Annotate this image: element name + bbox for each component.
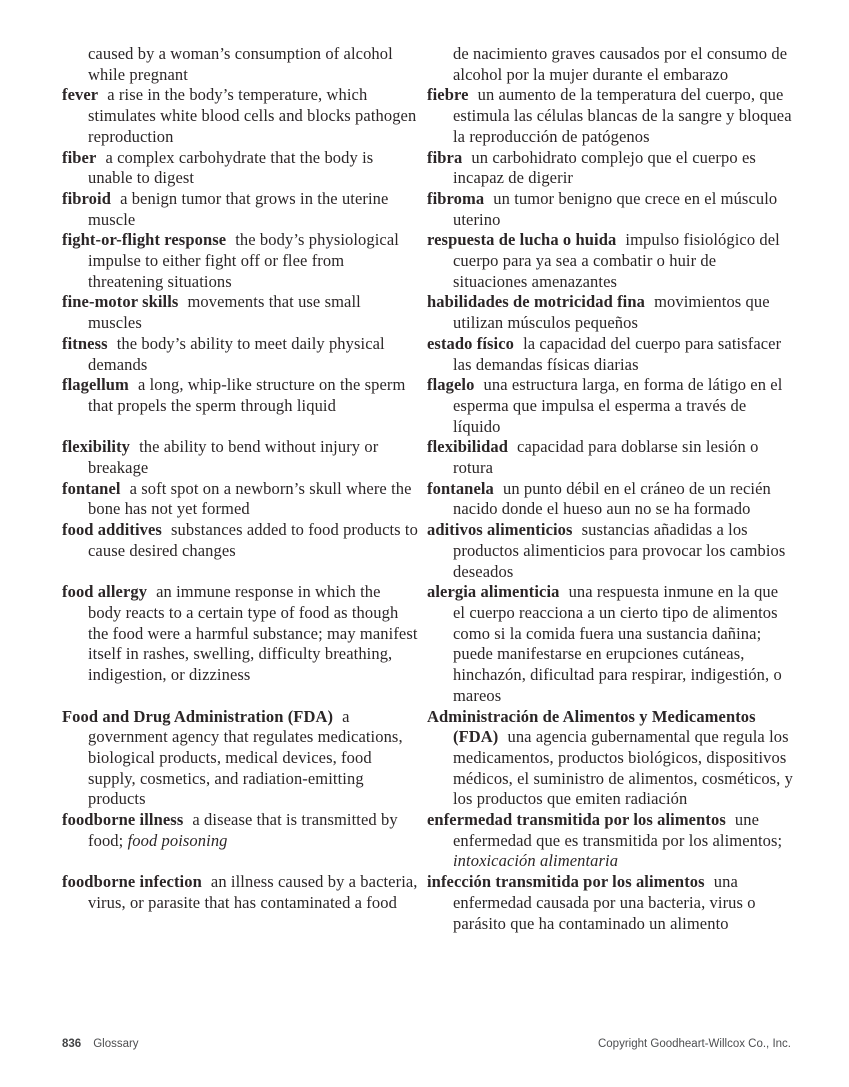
entry-definition: una estructura larga, en forma de látigo en el esperma que impulsa el esperma a través de líquido: [453, 375, 783, 436]
entry-definition: impulso fisiológico del cuerpo para ya sea a combatir o huir de situaciones amenazantes: [453, 230, 780, 291]
spanish-column-cell: [427, 810, 793, 872]
entry-term: estado físico: [427, 333, 514, 353]
english-column-cell: [62, 872, 418, 913]
entry-definition: a long, whip-like structure on the sperm that propels the sperm through liquid: [88, 375, 406, 415]
entry-definition: a disease that is transmitted by food;: [88, 810, 398, 850]
entry-term: food allergy: [62, 582, 148, 602]
entry-term: foodborne illness: [62, 810, 184, 830]
entry-definition: una enfermedad causada por una bacteria, virus o parásito que ha contaminado un alimento: [453, 872, 756, 933]
entry-definition: the body’s physiological impulse to either fight off or flee from threatening situations: [88, 230, 399, 291]
glossary-entry: [62, 148, 418, 189]
glossary-entry: [62, 334, 418, 375]
entry-definition: a government agency that regulates medications, biological products, medical devices, food supply, cosmetics, and radiation-emitting products: [88, 706, 403, 809]
english-column-cell: [62, 810, 418, 851]
glossary-row: [62, 292, 793, 333]
entry-term: aditivos alimenticios: [427, 520, 573, 540]
glossary-row: [62, 375, 793, 437]
section-label: Glossary: [93, 1038, 139, 1050]
spanish-column-cell: [427, 520, 793, 582]
entry-term: fibroma: [427, 188, 485, 208]
entry-cross-reference: food poisoning: [123, 830, 228, 850]
entry-definition: movimientos que utilizan músculos pequeños: [453, 292, 770, 333]
english-column-cell: [62, 334, 418, 375]
entry-term: fight-or-flight response: [62, 230, 227, 250]
entry-term: fever: [62, 85, 99, 105]
english-column-cell: [62, 44, 418, 85]
spanish-column-cell: [427, 292, 793, 333]
entry-term: fontanela: [427, 478, 494, 498]
glossary-row: [62, 707, 793, 811]
entry-definition: a benign tumor that grows in the uterine muscle: [88, 188, 389, 229]
entry-term: alergia alimenticia: [427, 582, 560, 602]
glossary-entry: [427, 148, 793, 189]
english-column-cell: [62, 148, 418, 189]
entry-definition: un aumento de la temperatura del cuerpo, que estimula las células blancas de la sangre y bloquea la reproducción de patógenos: [453, 85, 792, 146]
glossary-entry: [62, 582, 418, 686]
glossary-entry: [427, 334, 793, 375]
glossary-row: [62, 810, 793, 872]
glossary-entry: [62, 292, 418, 333]
entry-definition: caused by a woman’s consumption of alcohol while pregnant: [88, 44, 393, 84]
glossary-row: [62, 437, 793, 478]
entry-definition: substances added to food products to cause desired changes: [88, 520, 418, 560]
entry-term: Food and Drug Administration (FDA): [62, 706, 334, 726]
english-column-cell: [62, 707, 418, 811]
glossary-entry: [427, 479, 793, 520]
english-column-cell: [62, 85, 418, 147]
entry-definition: un tumor benigno que crece en el músculo uterino: [453, 188, 778, 229]
glossary-entry: [427, 189, 793, 230]
entry-definition: an immune response in which the body reacts to a certain type of food as though the food were a harmful substance; may manifest itself in rashes, swelling, difficulty breathing, indigestion, or dizziness: [88, 582, 418, 685]
english-column-cell: [62, 375, 418, 416]
glossary-entry: [427, 872, 793, 934]
glossary-entry: [427, 437, 793, 478]
entry-definition: de nacimiento graves causados por el consumo de alcohol por la mujer durante el embarazo: [453, 44, 788, 84]
entry-term: food additives: [62, 520, 162, 540]
entry-definition: a complex carbohydrate that the body is unable to digest: [88, 147, 374, 188]
english-column-cell: [62, 230, 418, 292]
glossary-entry: [427, 520, 793, 582]
spanish-column-cell: [427, 479, 793, 520]
glossary-entry: [62, 375, 418, 416]
entry-term: infección transmitida por los alimentos: [427, 872, 705, 892]
glossary-row: [62, 582, 793, 706]
entry-term: habilidades de motricidad fina: [427, 292, 645, 312]
entry-term: flexibilidad: [427, 437, 508, 457]
entry-term: fiber: [62, 147, 97, 167]
glossary-row: [62, 148, 793, 189]
entry-cross-reference: intoxicación alimentaria: [453, 851, 619, 871]
glossary-row: [62, 479, 793, 520]
glossary-entry-continuation: [62, 44, 418, 85]
glossary-rows: [62, 44, 793, 934]
entry-term: foodborne infection: [62, 872, 202, 892]
entry-definition: un punto débil en el cráneo de un recién nacido donde el hueso aun no se ha formado: [453, 478, 771, 519]
glossary-entry: [62, 479, 418, 520]
entry-definition: a soft spot on a newborn’s skull where the bone has not yet formed: [88, 478, 412, 519]
glossary-row: [62, 334, 793, 375]
entry-term: enfermedad transmitida por los alimentos: [427, 810, 726, 830]
entry-definition: sustancias añadidas a los productos alimenticios para provocar los cambios deseados: [453, 520, 786, 581]
spanish-column-cell: [427, 334, 793, 375]
glossary-row: [62, 44, 793, 85]
glossary-entry: [62, 707, 418, 811]
entry-definition: a rise in the body’s temperature, which stimulates white blood cells and blocks pathogen reproduction: [88, 85, 417, 146]
spanish-column-cell: [427, 375, 793, 437]
glossary-entry: [427, 375, 793, 437]
entry-term: flagelo: [427, 375, 475, 395]
english-column-cell: [62, 292, 418, 333]
spanish-column-cell: [427, 148, 793, 189]
entry-definition: una agencia gubernamental que regula los medicamentos, productos biológicos, dispositivos médicos, el suministro de alimentos, cosméticos, y los productos que emiten radiación: [453, 727, 793, 809]
glossary-entry: [62, 520, 418, 561]
glossary-row: [62, 872, 793, 934]
glossary-entry: [427, 582, 793, 706]
entry-definition: the body’s ability to meet daily physical demands: [88, 333, 385, 374]
glossary-row: [62, 230, 793, 292]
glossary-entry: [427, 707, 793, 811]
glossary-entry: [62, 85, 418, 147]
english-column-cell: [62, 437, 418, 478]
entry-term: fontanel: [62, 478, 121, 498]
glossary-entry: [427, 230, 793, 292]
glossary-entry: [427, 292, 793, 333]
entry-definition: la capacidad del cuerpo para satisfacer las demandas físicas diarias: [453, 333, 782, 374]
spanish-column-cell: [427, 872, 793, 934]
entry-term: fibroid: [62, 188, 111, 208]
glossary-row: [62, 189, 793, 230]
glossary-entry: [62, 230, 418, 292]
glossary-page-body: [62, 44, 793, 934]
entry-definition: un carbohidrato complejo que el cuerpo es incapaz de digerir: [453, 147, 756, 188]
glossary-entry: [62, 437, 418, 478]
copyright-notice: Copyright Goodheart-Willcox Co., Inc.: [597, 1038, 791, 1050]
glossary-row: [62, 520, 793, 582]
spanish-column-cell: [427, 582, 793, 706]
entry-term: flagellum: [62, 375, 129, 395]
spanish-column-cell: [427, 230, 793, 292]
glossary-entry: [62, 872, 418, 913]
page-number: 836: [62, 1038, 82, 1050]
glossary-row: [62, 85, 793, 147]
english-column-cell: [62, 520, 418, 561]
spanish-column-cell: [427, 44, 793, 85]
entry-term: fibra: [427, 147, 463, 167]
entry-definition: the ability to bend without injury or breakage: [88, 437, 379, 478]
entry-term: Administración de Alimentos y Medicamentos (FDA): [427, 706, 756, 747]
entry-term: fiebre: [427, 85, 469, 105]
entry-definition: an illness caused by a bacteria, virus, or parasite that has contaminated a food: [88, 872, 418, 912]
glossary-entry-continuation: [427, 44, 793, 85]
footer-left: [62, 1038, 139, 1050]
glossary-entry: [62, 189, 418, 230]
glossary-entry: [427, 85, 793, 147]
spanish-column-cell: [427, 437, 793, 478]
english-column-cell: [62, 479, 418, 520]
spanish-column-cell: [427, 707, 793, 811]
entry-definition: una respuesta inmune en la que el cuerpo reacciona a un cierto tipo de alimentos como si la comida fuera una sustancia dañina; puede manifestarse en erupciones cutáneas, hinchazón, dificultad para respirar, indigestión, o mareos: [453, 582, 782, 705]
english-column-cell: [62, 189, 418, 230]
entry-definition: capacidad para doblarse sin lesión o rotura: [453, 437, 759, 478]
glossary-entry: [62, 810, 418, 851]
entry-term: respuesta de lucha o huida: [427, 230, 617, 250]
english-column-cell: [62, 582, 418, 686]
glossary-entry: [427, 810, 793, 872]
entry-definition: une enfermedad que es transmitida por los alimentos;: [453, 810, 783, 850]
entry-term: flexibility: [62, 437, 131, 457]
page-footer: [62, 1038, 791, 1050]
spanish-column-cell: [427, 85, 793, 147]
entry-term: fitness: [62, 333, 108, 353]
entry-definition: movements that use small muscles: [88, 292, 361, 333]
entry-term: fine-motor skills: [62, 292, 179, 312]
spanish-column-cell: [427, 189, 793, 230]
